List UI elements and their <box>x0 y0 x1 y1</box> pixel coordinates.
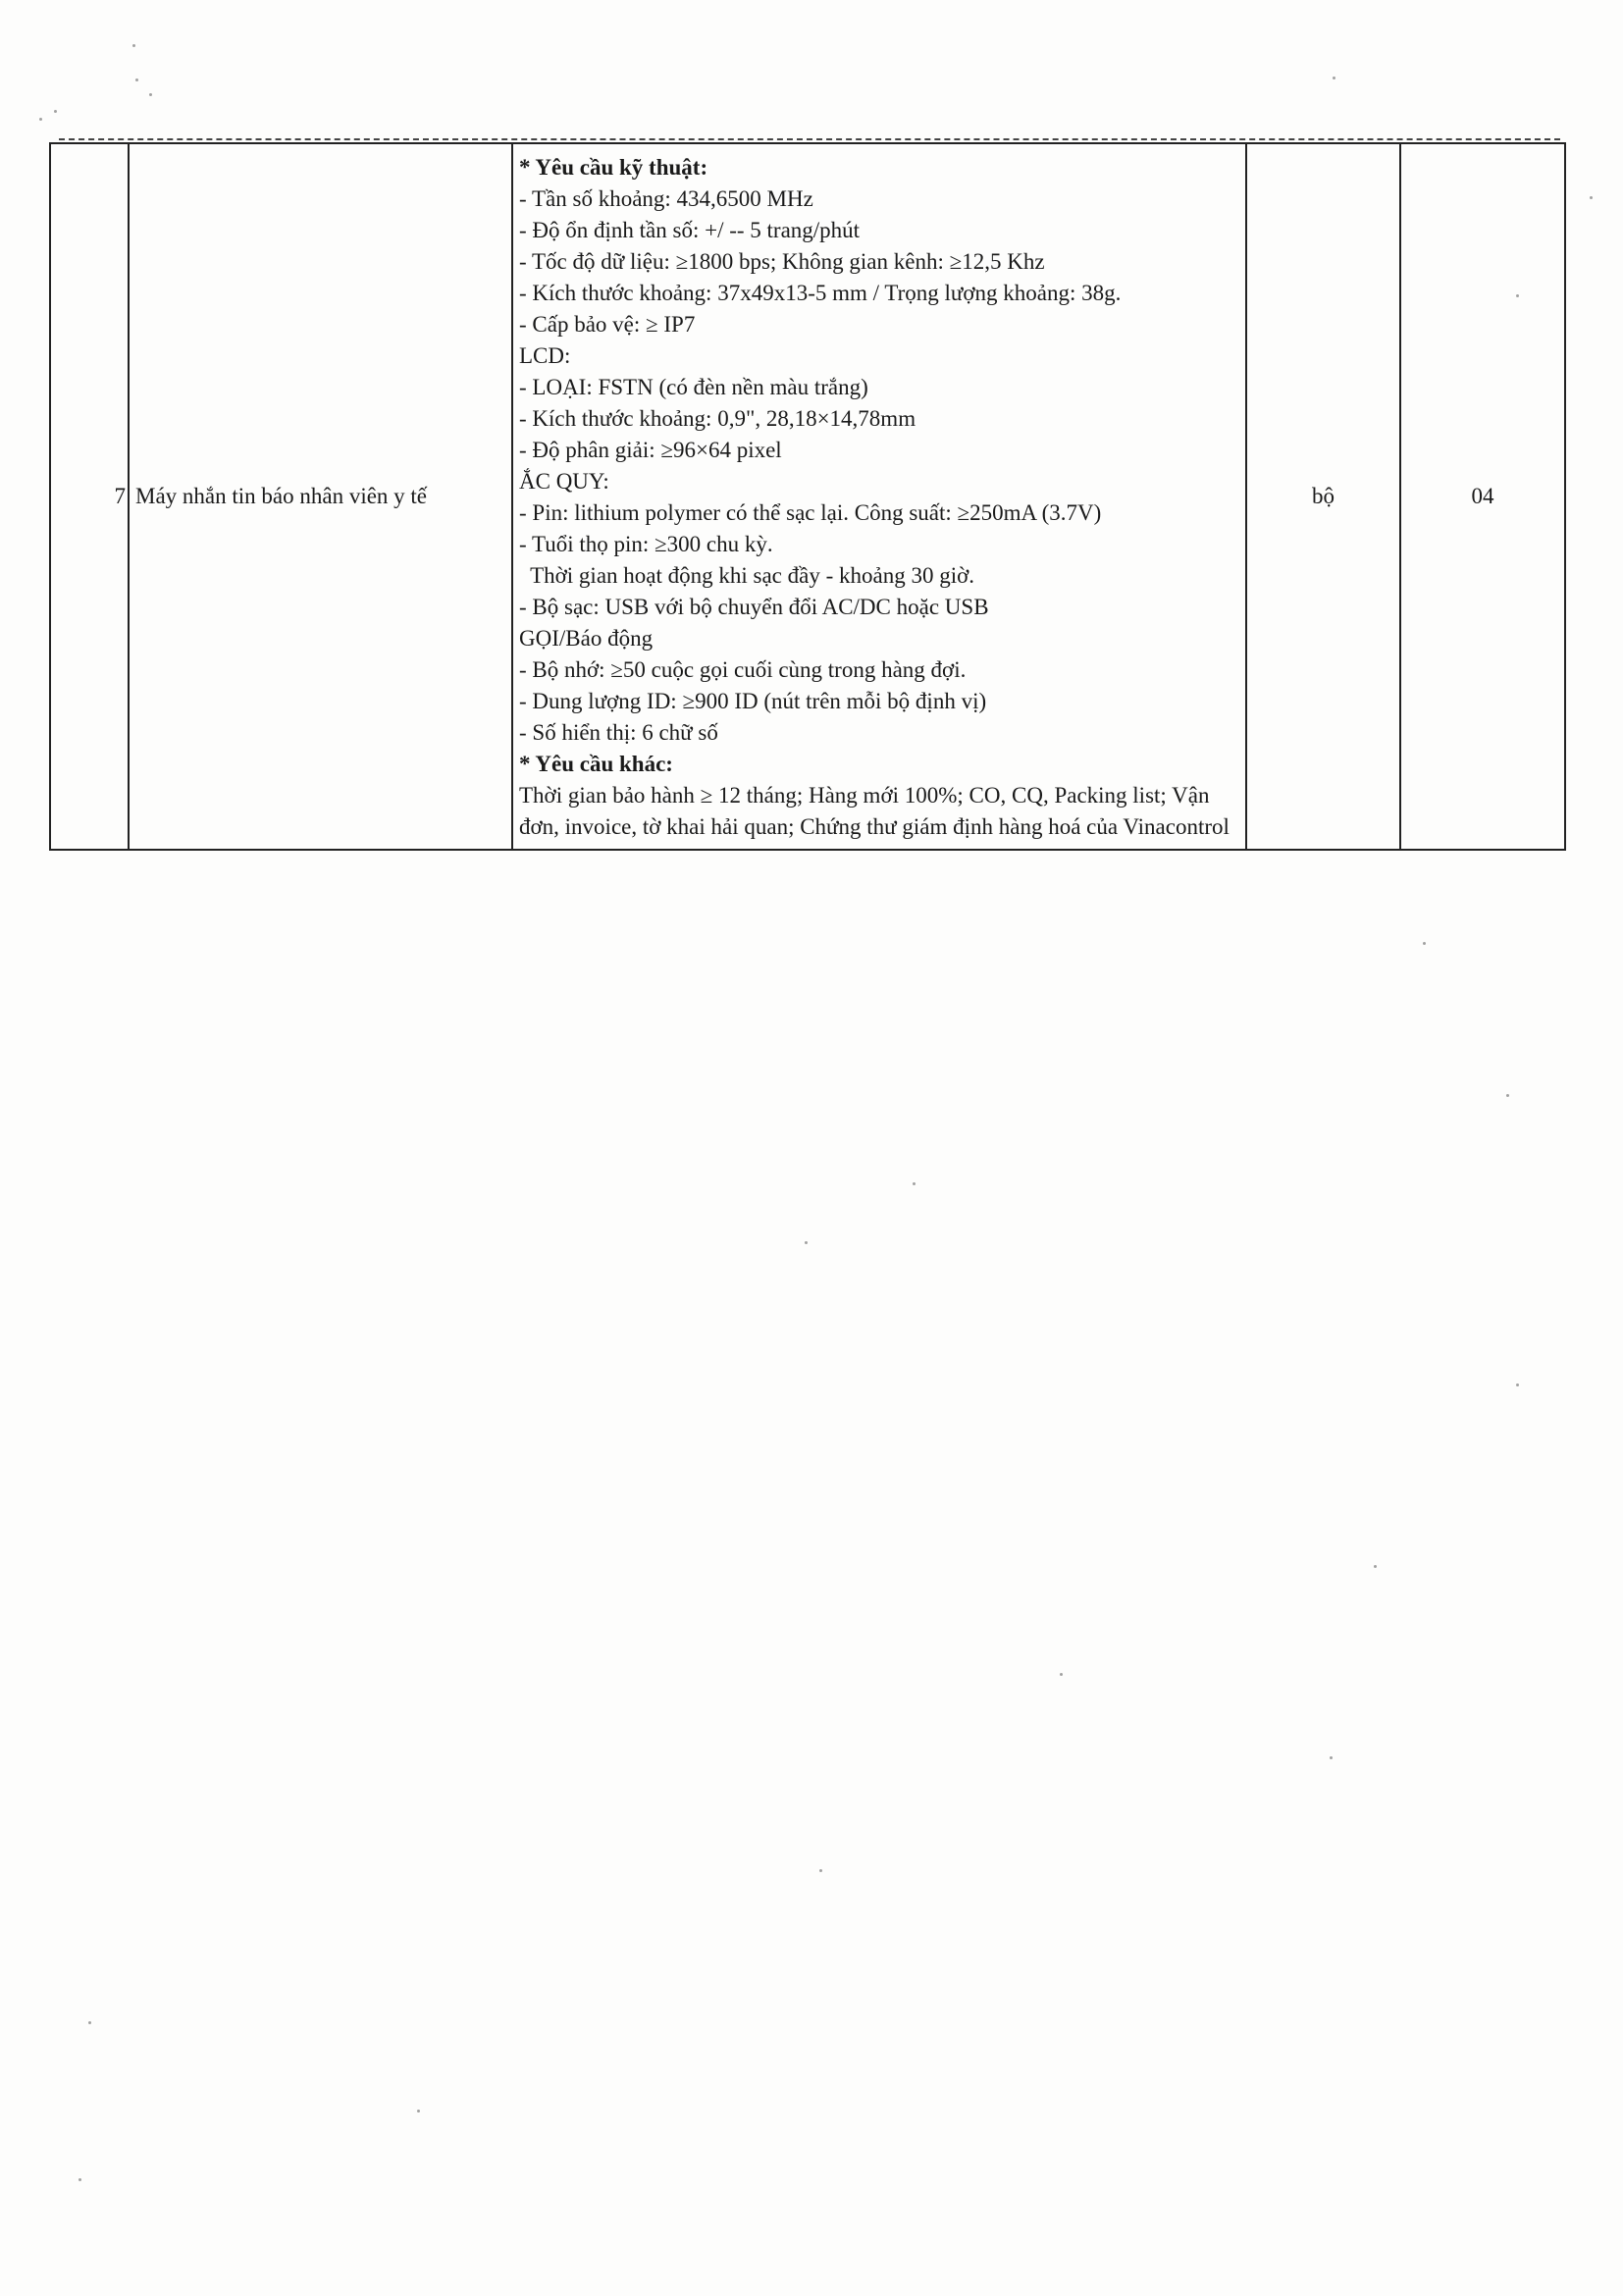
scan-speck <box>39 118 42 121</box>
table-row <box>50 143 1565 850</box>
spec-line: - Cấp bảo vệ: ≥ IP7 <box>519 312 696 337</box>
scan-speck <box>417 2110 420 2113</box>
spec-line: - Tần số khoảng: 434,6500 MHz <box>519 186 813 211</box>
scan-speck <box>54 110 57 113</box>
scan-speck <box>132 44 135 47</box>
spec-line: ẮC QUY: <box>519 469 609 494</box>
spec-table <box>49 142 1566 851</box>
spec-line: - Bộ sạc: USB với bộ chuyển đổi AC/DC hoặc USB <box>519 595 989 619</box>
row-number-cell: 7 <box>50 143 129 850</box>
scan-speck <box>805 1241 808 1244</box>
scan-speck <box>1423 942 1426 945</box>
scan-speck <box>1333 77 1335 79</box>
spec-line: Thời gian hoạt động khi sạc đầy - khoảng 30 giờ. <box>519 563 975 588</box>
spec-line: - Kích thước khoảng: 0,9", 28,18×14,78mm <box>519 406 916 431</box>
scan-speck <box>1060 1673 1063 1676</box>
scan-speck <box>79 2178 81 2181</box>
scan-speck <box>1330 1756 1333 1759</box>
scan-speck <box>819 1869 822 1872</box>
scan-speck <box>135 78 138 81</box>
spec-line: - Số hiển thị: 6 chữ số <box>519 720 718 745</box>
unit-cell: bộ <box>1246 143 1400 850</box>
scan-speck <box>1516 1383 1519 1386</box>
spec-line: LCD: <box>519 343 571 368</box>
scan-speck <box>1506 1094 1509 1097</box>
spec-cell <box>512 143 1246 850</box>
spec-line: - Bộ nhớ: ≥50 cuộc gọi cuối cùng trong hàng đợi. <box>519 657 967 682</box>
scan-speck <box>149 93 152 96</box>
spec-line: - Độ ổn định tần số: +/ -- 5 trang/phút <box>519 218 861 242</box>
other-requirements-text: Thời gian bảo hành ≥ 12 tháng; Hàng mới 100%; CO, CQ, Packing list; Vận đơn, invoice, tờ khai hải quan; Chứng thư giám định hàng hoá của Vinacontrol <box>519 783 1230 839</box>
scan-speck <box>88 2021 91 2024</box>
spec-line: - Độ phân giải: ≥96×64 pixel <box>519 438 782 462</box>
item-name-cell: Máy nhắn tin báo nhân viên y tế <box>129 143 512 850</box>
spec-line: - Tuổi thọ pin: ≥300 chu kỳ. <box>519 532 773 556</box>
spec-line: - Dung lượng ID: ≥900 ID (nút trên mỗi bộ định vị) <box>519 689 987 713</box>
spec-line: - LOẠI: FSTN (có đèn nền màu trắng) <box>519 375 868 399</box>
other-requirements-heading: * Yêu cầu khác: <box>519 752 673 776</box>
spec-line: GỌI/Báo động <box>519 626 654 651</box>
scan-speck <box>1590 196 1593 199</box>
tech-requirements-heading: * Yêu cầu kỹ thuật: <box>519 155 708 180</box>
spec-line: - Tốc độ dữ liệu: ≥1800 bps; Không gian kênh: ≥12,5 Khz <box>519 249 1045 274</box>
spec-line: - Pin: lithium polymer có thể sạc lại. Công suất: ≥250mA (3.7V) <box>519 500 1102 525</box>
quantity-cell: 04 <box>1400 143 1565 850</box>
scan-speck <box>913 1182 916 1185</box>
table-top-rule <box>59 138 1560 140</box>
scan-speck <box>1374 1565 1377 1568</box>
spec-line: - Kích thước khoảng: 37x49x13-5 mm / Trọng lượng khoảng: 38g. <box>519 281 1122 305</box>
